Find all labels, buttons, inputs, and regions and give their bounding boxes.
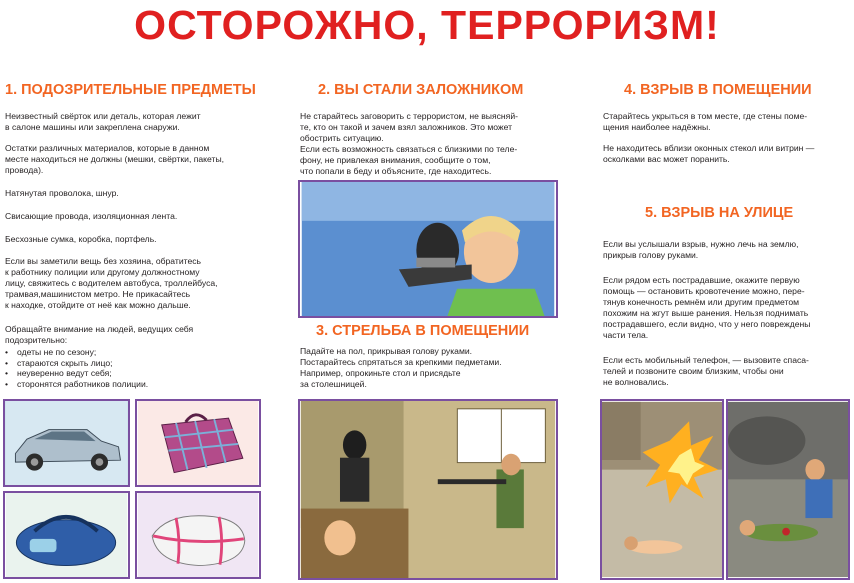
section1-p2: Остатки различных материалов, которые в данном месте находиться не должны (мешки, свёртки, пакеты, провода). — [5, 143, 225, 175]
suitcase-illustration — [135, 399, 261, 487]
section5-heading: 5. ВЗРЫВ НА УЛИЦЕ — [645, 205, 794, 221]
section4-p2: Не находитесь вблизи оконных стекол или витрин — осколками вас может поранить. — [603, 143, 815, 164]
poster-title: ОСТОРОЖНО, ТЕРРОРИЗМ! — [134, 2, 720, 48]
section1-p3: Натянутая проволока, шнур. — [5, 188, 119, 198]
section4-heading: 4. ВЗРЫВ В ПОМЕЩЕНИИ — [624, 82, 812, 98]
section3-text: Падайте на пол, прикрывая голову руками. Постарайтесь спрятаться за крепкими педметами. Например, опрокиньте стол и присядьте за столешницей. — [300, 346, 502, 389]
list-item: • стараются скрыть лицо; — [2, 358, 148, 369]
section3-heading: 3. СТРЕЛЬБА В ПОМЕЩЕНИИ — [316, 323, 530, 339]
explosion-illustration — [600, 399, 724, 580]
list-item: • неуверенно ведут себя; — [2, 368, 148, 379]
section1-p6: Если вы заметили вещь без хозяина, обратитесь к работнику полиции или другому должностному лицу, свяжитесь с водителем автобуса, троллейбуса, трамвая,машинистом метро. Не прикасайтесь к находке, отойдите от неё как можно дальше. — [5, 256, 218, 310]
sports-bag-illustration — [3, 491, 130, 579]
section5-p3: Если есть мобильный телефон, — вызовите спаса- телей и позвоните своим близким, чтобы они не волновались. — [603, 355, 809, 387]
list-item: • одеты не по сезону; — [2, 347, 148, 358]
section1-p5: Бесхозные сумка, коробка, портфель. — [5, 234, 157, 244]
section2-heading: 2. ВЫ СТАЛИ ЗАЛОЖНИКОМ — [318, 82, 524, 98]
car-illustration — [3, 399, 130, 487]
suspicious-signs-list — [2, 347, 148, 389]
shooting-illustration — [298, 399, 558, 580]
section2-text: Не старайтесь заговорить с террористом, не выясняй- те, кто он такой и зачем взял заложников. Это может обострить ситуацию. Если есть возможность связаться с близкими по теле- фону, не привлекая внимания, сообщите о том, что попали в беду и объясните, где находитесь. — [300, 111, 518, 176]
section5-p1: Если вы услышали взрыв, нужно лечь на землю, прикрыв голову руками. — [603, 239, 799, 260]
section1-p7: Обращайте внимание на людей, ведущих себя подозрительно: — [5, 324, 194, 345]
first-aid-illustration — [726, 399, 850, 580]
section1-p1: Неизвестный свёрток или деталь, которая лежит в салоне машины или закреплена снаружи. — [5, 111, 201, 132]
list-item: • сторонятся работников полиции. — [2, 379, 148, 390]
section1-heading: 1. ПОДОЗРИТЕЛЬНЫЕ ПРЕДМЕТЫ — [5, 82, 256, 98]
wrapped-package-illustration — [135, 491, 261, 579]
hostage-illustration — [298, 180, 558, 318]
section4-p1: Старайтесь укрыться в том месте, где стены поме- щения наиболее надёжны. — [603, 111, 808, 132]
section1-p4: Свисающие провода, изоляционная лента. — [5, 211, 178, 221]
section5-p2: Если рядом есть пострадавшие, окажите первую помощь — остановить кровотечение можно, пере- тянув конечность ремнём или другим предметом похожим на жгут выше ранения. Нельзя поднимать пострадавшего, если видно, что у него повреждены части тела. — [603, 275, 811, 340]
